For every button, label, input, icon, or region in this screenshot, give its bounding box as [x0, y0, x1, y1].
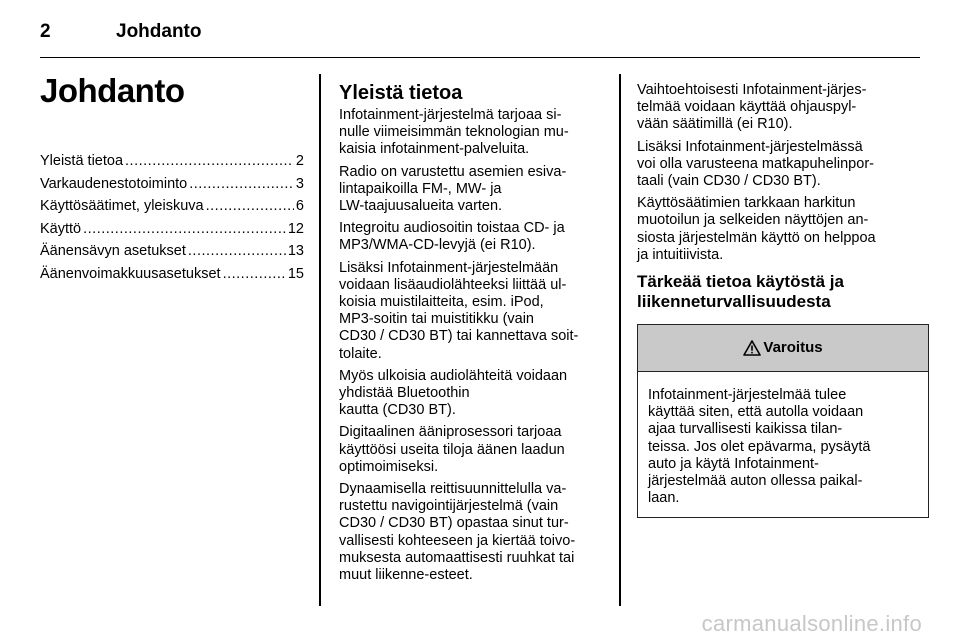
- column-divider: [619, 74, 621, 606]
- toc-dot-leader: [83, 218, 286, 241]
- toc-dot-leader: [125, 150, 294, 173]
- body-paragraph: Integroitu audiosoitin toistaa CD- ja MP3/WMA-CD-levyjä (ei R10).: [339, 220, 565, 254]
- warning-header: [638, 325, 928, 372]
- toc-dot-leader: [188, 240, 286, 263]
- column-divider: [319, 74, 321, 606]
- body-paragraph: Käyttösäätimien tarkkaan harkitun muotoilun ja selkeiden näyttöjen an- siosta järjestelmän käyttö on helppoa ja intuitiivista.: [637, 195, 876, 263]
- toc-entry-page: 12: [287, 220, 304, 237]
- toc-entry[interactable]: [40, 240, 304, 263]
- body-paragraph: Radio on varustettu asemien esiva- lintapaikoilla FM-, MW- ja LW-taajuusalueita varten.: [339, 163, 567, 215]
- body-paragraph: Lisäksi Infotainment-järjestelmässä voi olla varusteena matkapuhelinpor- taali (vain CD30 / CD30 BT).: [637, 138, 874, 190]
- page-number: 2: [40, 21, 51, 42]
- toc-entry-page: 13: [287, 243, 304, 260]
- toc-entry[interactable]: [40, 150, 304, 173]
- page-header: [40, 18, 920, 58]
- toc-entry-title: Äänenvoimakkuusasetukset: [40, 265, 221, 282]
- body-paragraph: Digitaalinen ääniprosessori tarjoaa käyttöösi useita tiloja äänen laadun optimoimiseksi.: [339, 424, 565, 475]
- toc-entry-page: 6: [295, 198, 304, 215]
- toc-dot-leader: [189, 173, 294, 196]
- warning-title: Varoitus: [763, 339, 823, 357]
- subsection-heading: Tärkeää tietoa käytöstä ja liikenneturvallisuudesta: [637, 272, 844, 312]
- body-paragraph: Myös ulkoisia audiolähteitä voidaan yhdistää Bluetoothin kautta (CD30 BT).: [339, 367, 568, 419]
- toc-dot-leader: [223, 263, 286, 286]
- main-title: Johdanto: [40, 72, 185, 109]
- toc-entry-title: Käyttö: [40, 220, 82, 237]
- toc-entry[interactable]: [40, 218, 304, 241]
- right-column: [637, 82, 907, 518]
- toc-entry-page: 3: [295, 175, 304, 192]
- body-paragraph: Lisäksi Infotainment-järjestelmään voidaan lisäaudiolähteeksi liittää ul- koisia muistilaitteita, esim. iPod, MP3-soitin tai muistitikku (vain CD30 / CD30 BT) tai kannettava soit- tolaite.: [339, 259, 579, 362]
- warning-triangle-icon: [743, 340, 761, 356]
- watermark: carmanualsonline.info: [701, 611, 922, 636]
- toc-entry-title: Äänensävyn asetukset: [40, 243, 186, 260]
- toc-entry-title: Käyttösäätimet, yleiskuva: [40, 198, 204, 215]
- body-paragraph: Dynaamisella reittisuunnittelulla va- rustettu navigointijärjestelmä (vain CD30 / CD30 BT) opastaa sinut tur- vallisesti kohteeseen ja kiertää toivo- muksesta automaattisesti ruuhkat tai muut liikenne-esteet.: [339, 481, 576, 584]
- table-of-contents: [40, 150, 304, 286]
- toc-entry-title: Yleistä tietoa: [40, 153, 124, 169]
- toc-entry-page: 15: [287, 265, 304, 282]
- toc-entry-title: Varkaudenestotoiminto: [40, 175, 188, 192]
- section-heading: Yleistä tietoa: [339, 82, 463, 104]
- chapter-title: Johdanto: [116, 21, 202, 42]
- toc-entry[interactable]: [40, 173, 304, 196]
- warning-text: Infotainment-järjestelmää tulee käyttää siten, että autolla voidaan ajaa turvallisesti kaikissa tilan- teissa. Jos olet epävarma, pysäytä auto ja käytä Infotainment- järjestelmää auton ollessa paikal- laan.: [648, 387, 871, 507]
- middle-column: [339, 82, 611, 589]
- body-paragraph: Vaihtoehtoisesti Infotainment-järjes- telmää voidaan käyttää ohjauspyl- vään säätimillä (ei R10).: [637, 82, 867, 133]
- toc-dot-leader: [206, 195, 294, 218]
- warning-box: [637, 324, 929, 518]
- toc-entry[interactable]: [40, 195, 304, 218]
- body-paragraph: Infotainment-järjestelmä tarjoaa si- nulle viimeisimmän teknologian mu- kaisia infotainment-palveluita.: [339, 107, 569, 158]
- toc-entry[interactable]: [40, 263, 304, 286]
- toc-entry-page: 2: [295, 153, 304, 169]
